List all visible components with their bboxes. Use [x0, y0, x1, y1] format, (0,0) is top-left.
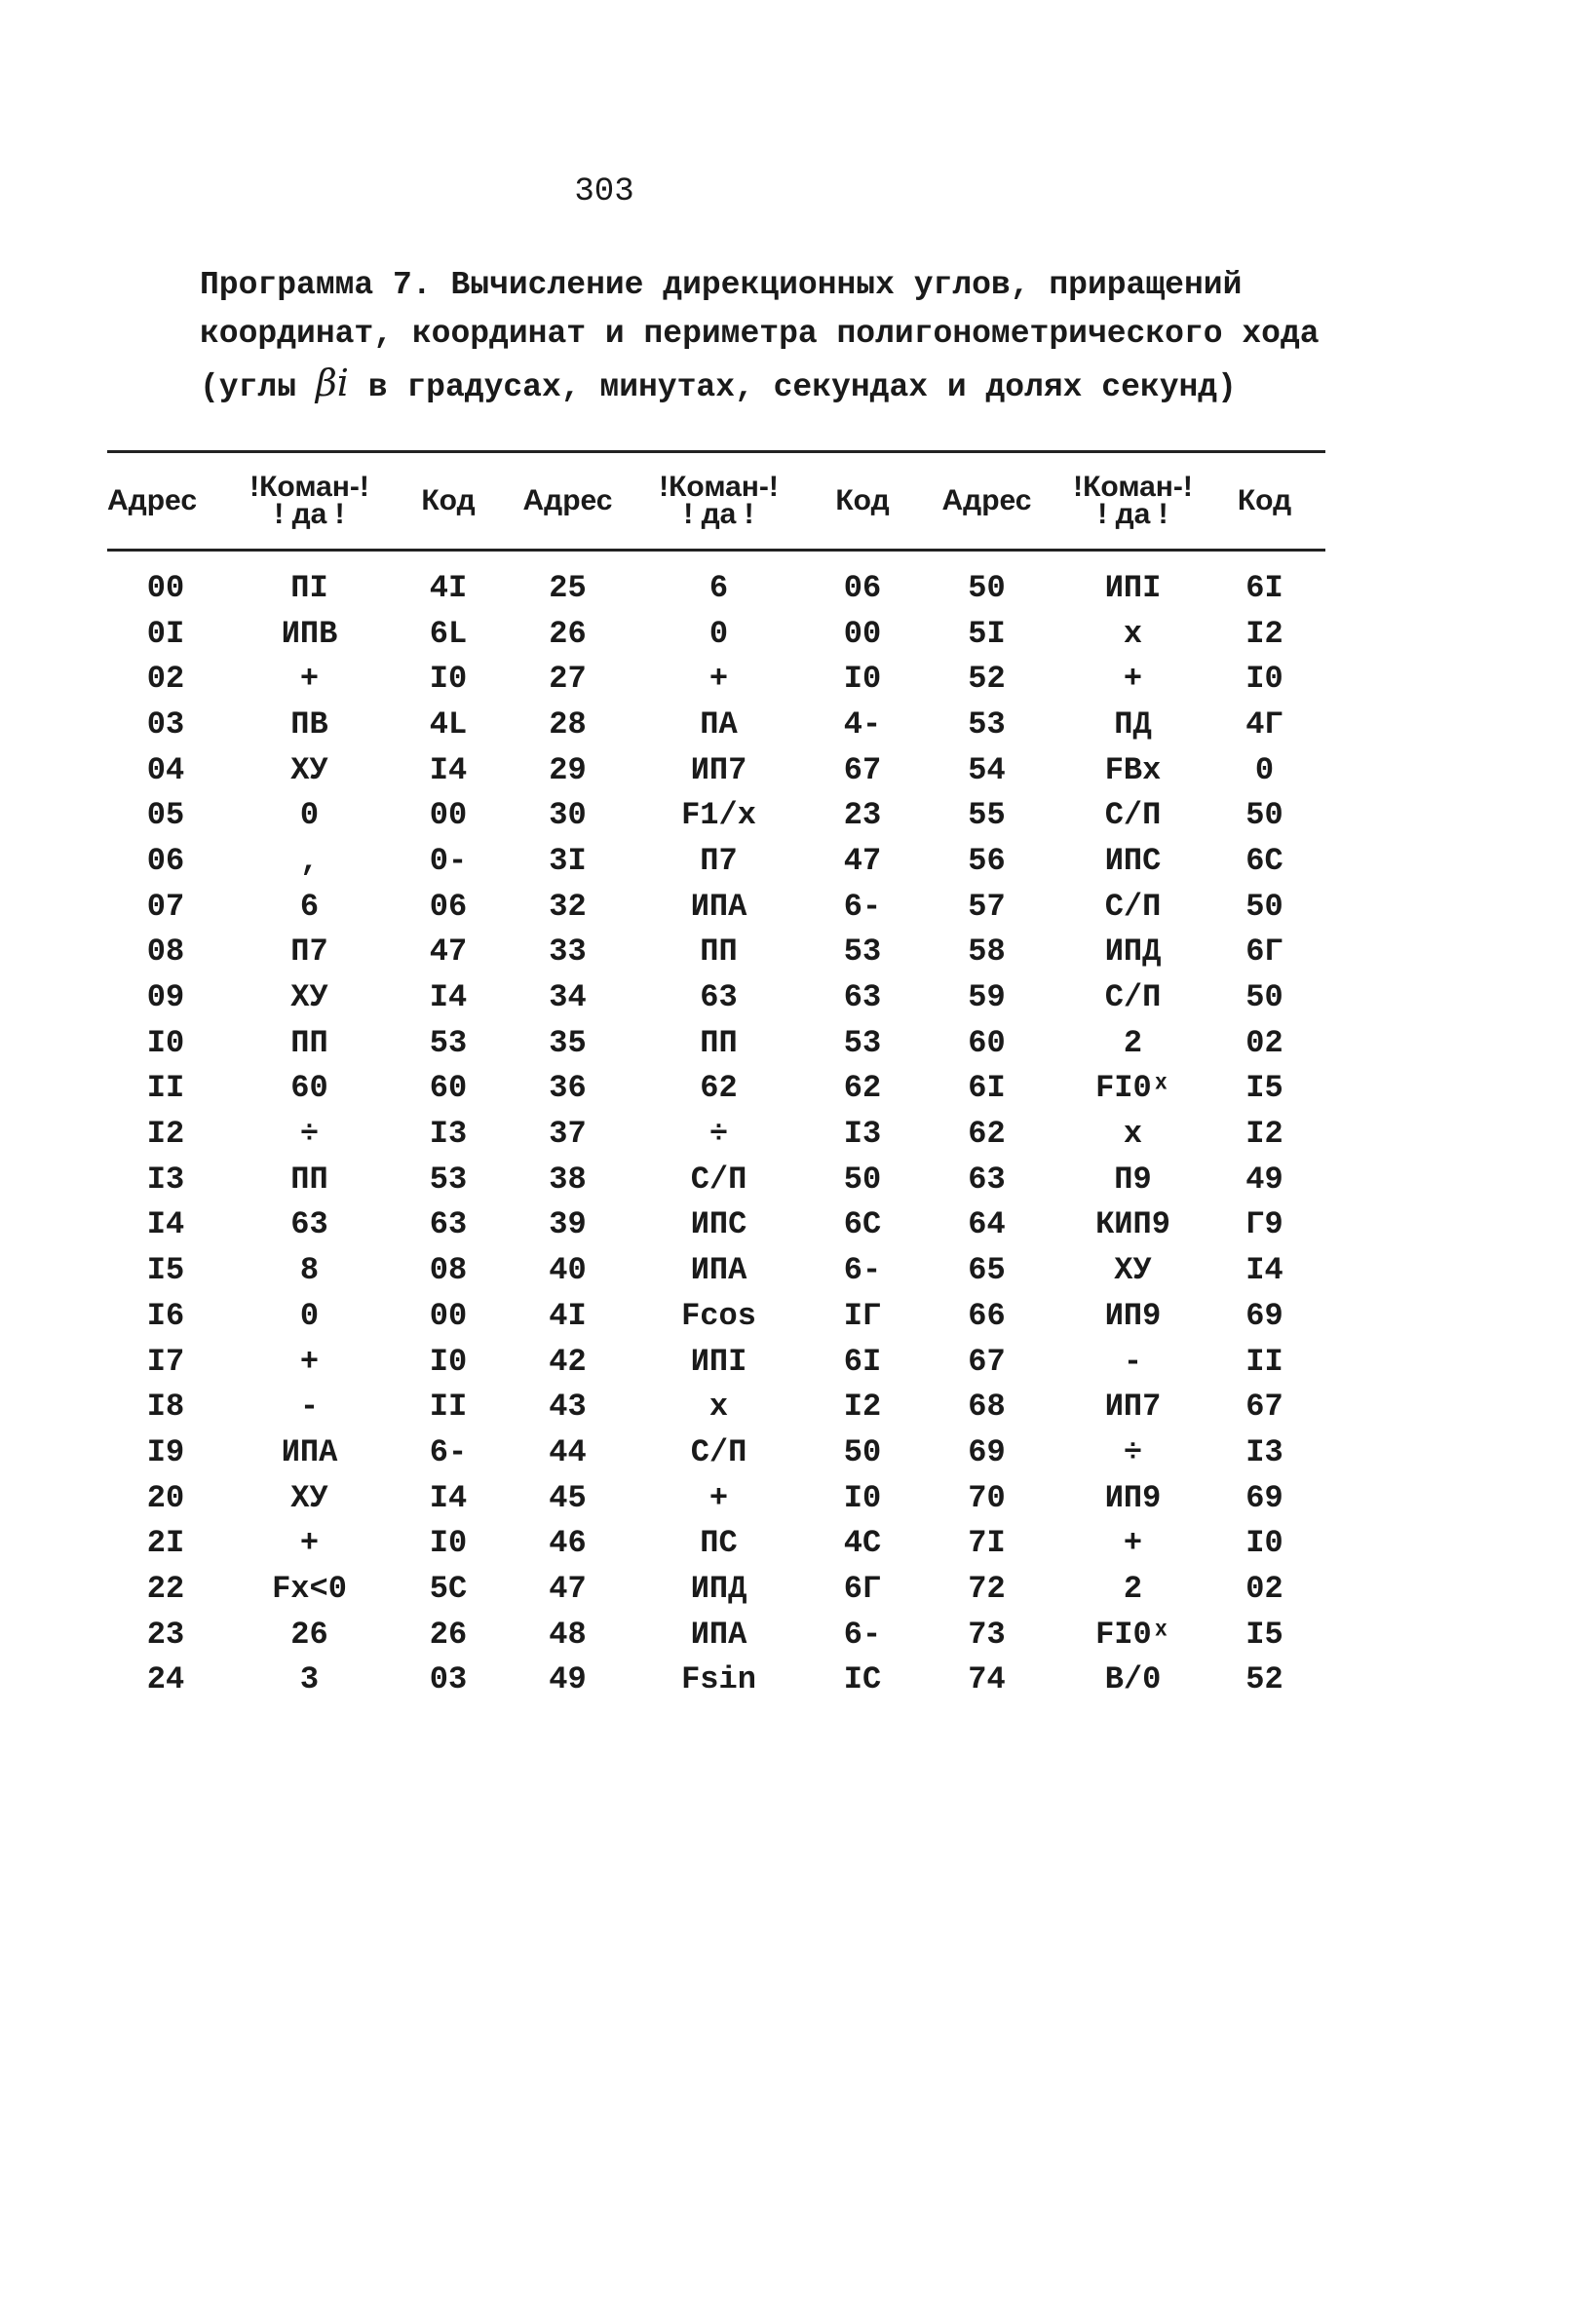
- address-cell: 4I: [549, 1297, 587, 1334]
- command-cell: ПП: [700, 1024, 738, 1061]
- table-row: [107, 747, 1325, 793]
- address-cell: 69: [968, 1433, 1006, 1470]
- command-cell: ПД: [1114, 705, 1152, 743]
- table-row: [107, 1247, 1325, 1293]
- address-cell: 07: [146, 888, 185, 925]
- address-cell: 3I: [549, 842, 587, 879]
- command-cell: ИП7: [1104, 1389, 1162, 1426]
- command-cell: 0: [299, 797, 320, 834]
- code-cell: 53: [429, 1024, 468, 1061]
- address-cell: 34: [549, 979, 587, 1016]
- command-cell: +: [299, 1525, 320, 1562]
- header-command-1: [224, 471, 395, 530]
- table-row: [107, 1111, 1325, 1157]
- address-cell: 5I: [968, 615, 1006, 652]
- code-cell: 50: [1245, 797, 1283, 834]
- command-cell: ,: [299, 842, 320, 879]
- command-cell: ПВ: [290, 705, 328, 743]
- code-cell: 00: [843, 615, 882, 652]
- command-cell: 62: [700, 1070, 738, 1107]
- address-cell: 68: [968, 1389, 1006, 1426]
- address-cell: 52: [968, 661, 1006, 698]
- address-cell: 67: [968, 1343, 1006, 1380]
- command-cell: ИПА: [690, 1616, 747, 1653]
- header-command-3-top: !Коман-!: [1073, 471, 1193, 503]
- command-cell: 0: [299, 1297, 320, 1334]
- header-command-2-bottom: ! да !: [683, 498, 754, 530]
- table-row: [107, 1384, 1325, 1429]
- address-cell: 25: [549, 569, 587, 606]
- code-cell: 4L: [429, 705, 468, 743]
- code-cell: I0: [843, 1479, 882, 1516]
- header-address-1: Адрес: [107, 484, 198, 516]
- code-cell: 00: [429, 1297, 468, 1334]
- header-code-1: Код: [421, 484, 476, 516]
- address-cell: 56: [968, 842, 1006, 879]
- address-cell: 64: [968, 1206, 1006, 1243]
- address-cell: 63: [968, 1161, 1006, 1198]
- table-row: [107, 565, 1325, 611]
- code-cell: I3: [843, 1116, 882, 1153]
- command-cell: ИПД: [690, 1570, 747, 1607]
- command-cell: ИПI: [690, 1343, 747, 1380]
- command-cell: 3: [299, 1661, 320, 1698]
- code-cell: I0: [429, 661, 468, 698]
- table-row: [107, 1293, 1325, 1339]
- title-line-3: [200, 359, 1350, 412]
- address-cell: 66: [968, 1297, 1006, 1334]
- code-cell: I0: [843, 661, 882, 698]
- address-cell: 54: [968, 751, 1006, 788]
- table-row: [107, 702, 1325, 747]
- command-cell: 2: [1123, 1024, 1143, 1061]
- command-cell: +: [299, 661, 320, 698]
- command-cell: ИП9: [1104, 1297, 1162, 1334]
- code-cell: 50: [843, 1161, 882, 1198]
- code-cell: 26: [429, 1616, 468, 1653]
- command-cell: КИП9: [1095, 1206, 1170, 1243]
- header-code-3: Код: [1237, 484, 1292, 516]
- title-line-3-end: в градусах, минутах, секундах и долях секунд): [348, 369, 1237, 405]
- command-cell: ИПА: [281, 1433, 338, 1470]
- command-cell: 6: [708, 569, 729, 606]
- table-row: [107, 930, 1325, 975]
- address-cell: 7I: [968, 1525, 1006, 1562]
- table-row: [107, 611, 1325, 657]
- table-row: [107, 1657, 1325, 1703]
- command-cell: F1/x: [681, 797, 756, 834]
- code-cell: 47: [429, 933, 468, 971]
- command-cell: ПА: [700, 705, 738, 743]
- table-row: [107, 974, 1325, 1020]
- code-cell: 6Г: [843, 1570, 882, 1607]
- code-cell: I4: [429, 1479, 468, 1516]
- code-cell: 02: [1245, 1024, 1283, 1061]
- table-row: [107, 1066, 1325, 1112]
- address-cell: 42: [549, 1343, 587, 1380]
- code-cell: I2: [1245, 1116, 1283, 1153]
- code-cell: 02: [1245, 1570, 1283, 1607]
- command-cell: С/П: [1104, 797, 1162, 834]
- address-cell: 20: [146, 1479, 185, 1516]
- address-cell: 58: [968, 933, 1006, 971]
- code-cell: 69: [1245, 1297, 1283, 1334]
- command-cell: П7: [290, 933, 328, 971]
- code-cell: 6-: [843, 1616, 882, 1653]
- address-cell: 08: [146, 933, 185, 971]
- code-cell: I4: [1245, 1252, 1283, 1289]
- table-row: [107, 1020, 1325, 1066]
- command-cell: -: [1123, 1343, 1143, 1380]
- command-cell: +: [1123, 1525, 1143, 1562]
- command-cell: С/П: [690, 1433, 747, 1470]
- address-cell: 35: [549, 1024, 587, 1061]
- table-row: [107, 1475, 1325, 1521]
- address-cell: 55: [968, 797, 1006, 834]
- address-cell: 50: [968, 569, 1006, 606]
- command-cell: ХУ: [290, 1479, 328, 1516]
- command-cell: ÷: [299, 1116, 320, 1153]
- header-command-1-top: !Коман-!: [249, 471, 369, 503]
- code-cell: 00: [429, 797, 468, 834]
- address-cell: 49: [549, 1661, 587, 1698]
- code-cell: 4I: [429, 569, 468, 606]
- address-cell: 40: [549, 1252, 587, 1289]
- command-cell: FI0ˣ: [1095, 1070, 1170, 1107]
- code-cell: I0: [429, 1343, 468, 1380]
- code-cell: II: [429, 1389, 468, 1426]
- address-cell: I2: [146, 1116, 185, 1153]
- command-cell: FВx: [1104, 751, 1162, 788]
- program-title: [200, 261, 1350, 412]
- address-cell: 72: [968, 1570, 1006, 1607]
- address-cell: 00: [146, 569, 185, 606]
- code-cell: I5: [1245, 1616, 1283, 1653]
- command-cell: ИПД: [1104, 933, 1162, 971]
- code-cell: IГ: [843, 1297, 882, 1334]
- code-cell: 6С: [1245, 842, 1283, 879]
- code-cell: 50: [1245, 979, 1283, 1016]
- code-cell: 6-: [843, 888, 882, 925]
- command-cell: Fsin: [681, 1661, 756, 1698]
- command-cell: ПП: [700, 933, 738, 971]
- table-row: [107, 656, 1325, 702]
- command-cell: 26: [290, 1616, 328, 1653]
- command-cell: 6: [299, 888, 320, 925]
- code-cell: I0: [1245, 661, 1283, 698]
- command-cell: В/0: [1104, 1661, 1162, 1698]
- header-command-3: [1053, 471, 1213, 530]
- command-cell: Fcos: [681, 1297, 756, 1334]
- code-cell: I4: [429, 751, 468, 788]
- header-command-2-top: !Коман-!: [659, 471, 779, 503]
- address-cell: 57: [968, 888, 1006, 925]
- address-cell: 02: [146, 661, 185, 698]
- address-cell: 0I: [146, 615, 185, 652]
- command-cell: 60: [290, 1070, 328, 1107]
- address-cell: 39: [549, 1206, 587, 1243]
- code-cell: 4-: [843, 705, 882, 743]
- table-row: [107, 1339, 1325, 1385]
- command-cell: С/П: [1104, 979, 1162, 1016]
- command-cell: ИПI: [1104, 569, 1162, 606]
- header-address-3: Адрес: [941, 484, 1032, 516]
- table-row: [107, 1157, 1325, 1202]
- address-cell: 43: [549, 1389, 587, 1426]
- address-cell: 46: [549, 1525, 587, 1562]
- code-cell: I3: [429, 1116, 468, 1153]
- beta-symbol: βi: [315, 362, 349, 404]
- address-cell: 06: [146, 842, 185, 879]
- command-cell: x: [708, 1389, 729, 1426]
- command-cell: +: [708, 1479, 729, 1516]
- command-cell: ИПА: [690, 1252, 747, 1289]
- code-cell: I5: [1245, 1070, 1283, 1107]
- code-cell: 0: [1254, 751, 1275, 788]
- command-cell: Fx<0: [272, 1570, 347, 1607]
- address-cell: 24: [146, 1661, 185, 1698]
- command-cell: ÷: [708, 1116, 729, 1153]
- command-cell: С/П: [1104, 888, 1162, 925]
- code-cell: I2: [843, 1389, 882, 1426]
- code-cell: 62: [843, 1070, 882, 1107]
- code-cell: 06: [843, 569, 882, 606]
- address-cell: 36: [549, 1070, 587, 1107]
- address-cell: 45: [549, 1479, 587, 1516]
- address-cell: 70: [968, 1479, 1006, 1516]
- title-line-1: Программа 7. Вычисление дирекционных углов, приращений: [200, 267, 1243, 303]
- address-cell: 09: [146, 979, 185, 1016]
- code-cell: 08: [429, 1252, 468, 1289]
- address-cell: I6: [146, 1297, 185, 1334]
- code-cell: 69: [1245, 1479, 1283, 1516]
- address-cell: 26: [549, 615, 587, 652]
- address-cell: I8: [146, 1389, 185, 1426]
- address-cell: 59: [968, 979, 1006, 1016]
- address-cell: 22: [146, 1570, 185, 1607]
- code-cell: 67: [1245, 1389, 1283, 1426]
- code-cell: 49: [1245, 1161, 1283, 1198]
- table-row: [107, 1429, 1325, 1475]
- code-cell: Г9: [1245, 1206, 1283, 1243]
- address-cell: 62: [968, 1116, 1006, 1153]
- header-command-2: [633, 471, 804, 530]
- command-cell: +: [1123, 661, 1143, 698]
- address-cell: 27: [549, 661, 587, 698]
- code-cell: 63: [429, 1206, 468, 1243]
- code-cell: 53: [843, 1024, 882, 1061]
- title-line-3-start: (углы: [200, 369, 316, 405]
- address-cell: I5: [146, 1252, 185, 1289]
- code-cell: 63: [843, 979, 882, 1016]
- code-cell: 0-: [429, 842, 468, 879]
- command-cell: ИПА: [690, 888, 747, 925]
- title-line-2: координат, координат и периметра полигонометрического хода: [200, 316, 1320, 352]
- command-cell: ИП9: [1104, 1479, 1162, 1516]
- address-cell: 29: [549, 751, 587, 788]
- code-cell: 53: [429, 1161, 468, 1198]
- address-cell: I7: [146, 1343, 185, 1380]
- address-cell: 53: [968, 705, 1006, 743]
- code-cell: 6-: [429, 1433, 468, 1470]
- command-cell: +: [299, 1343, 320, 1380]
- table-row: [107, 792, 1325, 838]
- command-cell: ПП: [290, 1161, 328, 1198]
- address-cell: 38: [549, 1161, 587, 1198]
- command-cell: П7: [700, 842, 738, 879]
- code-cell: 52: [1245, 1661, 1283, 1698]
- address-cell: 03: [146, 705, 185, 743]
- command-cell: 0: [708, 615, 729, 652]
- address-cell: I0: [146, 1024, 185, 1061]
- header-code-2: Код: [835, 484, 890, 516]
- code-cell: 50: [843, 1433, 882, 1470]
- code-cell: 4С: [843, 1525, 882, 1562]
- code-cell: 4Г: [1245, 705, 1283, 743]
- code-cell: 47: [843, 842, 882, 879]
- address-cell: 44: [549, 1433, 587, 1470]
- table-row: [107, 838, 1325, 884]
- command-cell: x: [1123, 615, 1143, 652]
- table-row: [107, 884, 1325, 930]
- table-row: [107, 1520, 1325, 1566]
- code-cell: 23: [843, 797, 882, 834]
- address-cell: I4: [146, 1206, 185, 1243]
- code-cell: 60: [429, 1070, 468, 1107]
- code-cell: 6Г: [1245, 933, 1283, 971]
- address-cell: I3: [146, 1161, 185, 1198]
- code-cell: 53: [843, 933, 882, 971]
- address-cell: 48: [549, 1616, 587, 1653]
- page-number: 303: [574, 173, 634, 210]
- code-cell: II: [1245, 1343, 1283, 1380]
- command-cell: ИПВ: [281, 615, 338, 652]
- command-cell: x: [1123, 1116, 1143, 1153]
- address-cell: 28: [549, 705, 587, 743]
- address-cell: 32: [549, 888, 587, 925]
- address-cell: 6I: [968, 1070, 1006, 1107]
- address-cell: 65: [968, 1252, 1006, 1289]
- address-cell: 74: [968, 1661, 1006, 1698]
- code-cell: 5С: [429, 1570, 468, 1607]
- address-cell: 33: [549, 933, 587, 971]
- code-cell: 6-: [843, 1252, 882, 1289]
- command-cell: ПП: [290, 1024, 328, 1061]
- command-cell: ПI: [290, 569, 328, 606]
- header-command-3-bottom: ! да !: [1097, 498, 1168, 530]
- address-cell: 47: [549, 1570, 587, 1607]
- code-cell: I3: [1245, 1433, 1283, 1470]
- command-cell: 2: [1123, 1570, 1143, 1607]
- address-cell: 05: [146, 797, 185, 834]
- table-row: [107, 1566, 1325, 1612]
- code-cell: 03: [429, 1661, 468, 1698]
- code-cell: 06: [429, 888, 468, 925]
- command-cell: ИПС: [690, 1206, 747, 1243]
- code-cell: 50: [1245, 888, 1283, 925]
- command-cell: 63: [700, 979, 738, 1016]
- command-cell: ХУ: [290, 979, 328, 1016]
- command-cell: ИП7: [690, 751, 747, 788]
- command-cell: 8: [299, 1252, 320, 1289]
- command-cell: П9: [1114, 1161, 1152, 1198]
- table-body: [107, 552, 1325, 1702]
- address-cell: II: [146, 1070, 185, 1107]
- code-cell: I0: [429, 1525, 468, 1562]
- code-cell: 67: [843, 751, 882, 788]
- address-cell: I9: [146, 1433, 185, 1470]
- command-cell: +: [708, 661, 729, 698]
- code-cell: I0: [1245, 1525, 1283, 1562]
- code-cell: IС: [843, 1661, 882, 1698]
- command-cell: ПС: [700, 1525, 738, 1562]
- command-cell: ÷: [1123, 1433, 1143, 1470]
- program-table: [107, 450, 1325, 1702]
- address-cell: 04: [146, 751, 185, 788]
- code-cell: I2: [1245, 615, 1283, 652]
- code-cell: 6I: [843, 1343, 882, 1380]
- address-cell: 30: [549, 797, 587, 834]
- address-cell: 37: [549, 1116, 587, 1153]
- address-cell: 2I: [146, 1525, 185, 1562]
- command-cell: ХУ: [1114, 1252, 1152, 1289]
- code-cell: 6L: [429, 615, 468, 652]
- header-address-2: Адрес: [522, 484, 613, 516]
- command-cell: 63: [290, 1206, 328, 1243]
- code-cell: I4: [429, 979, 468, 1016]
- address-cell: 60: [968, 1024, 1006, 1061]
- command-cell: FI0ˣ: [1095, 1616, 1170, 1653]
- header-command-1-bottom: ! да !: [274, 498, 345, 530]
- code-cell: 6I: [1245, 569, 1283, 606]
- command-cell: -: [299, 1389, 320, 1426]
- command-cell: ХУ: [290, 751, 328, 788]
- command-cell: С/П: [690, 1161, 747, 1198]
- address-cell: 73: [968, 1616, 1006, 1653]
- command-cell: ИПС: [1104, 842, 1162, 879]
- table-header: [107, 453, 1325, 549]
- table-row: [107, 1612, 1325, 1657]
- table-row: [107, 1202, 1325, 1248]
- address-cell: 23: [146, 1616, 185, 1653]
- code-cell: 6С: [843, 1206, 882, 1243]
